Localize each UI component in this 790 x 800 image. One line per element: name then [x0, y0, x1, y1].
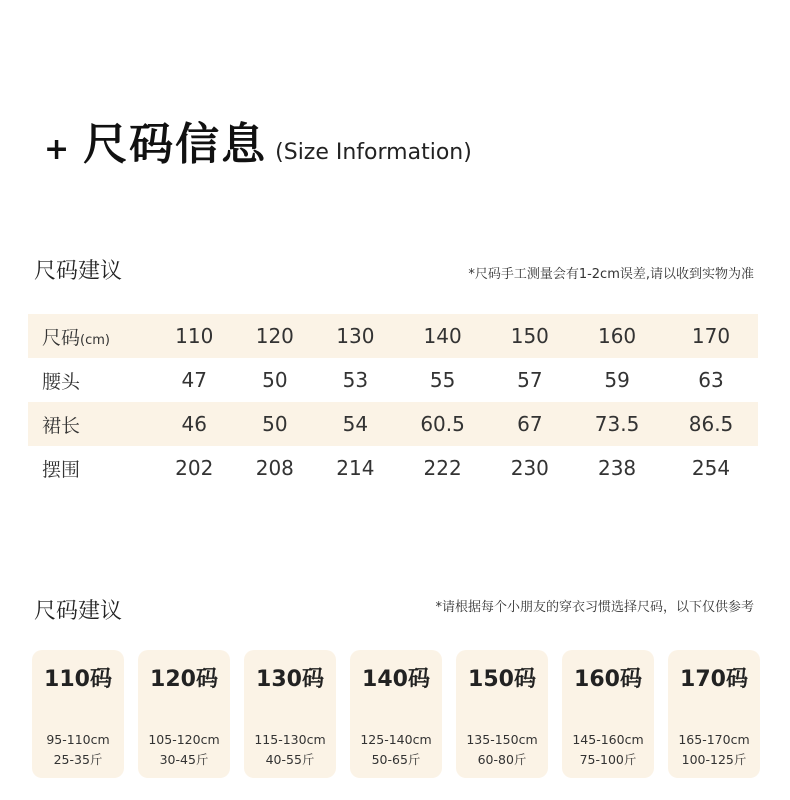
- size-table: [28, 314, 758, 490]
- table-cell: 57: [517, 368, 543, 392]
- table-cell: 53: [342, 368, 369, 392]
- size-card: [668, 650, 760, 778]
- size-card: [138, 650, 230, 778]
- size-cell: 170: [664, 314, 758, 358]
- card-weight: 30-45斤: [159, 752, 209, 767]
- size-cell: 150: [490, 314, 571, 358]
- table-cell: 230: [510, 456, 549, 480]
- table-cell: 46: [154, 402, 235, 446]
- card-title: 140码: [362, 667, 430, 692]
- card-weight: 50-65斤: [371, 752, 421, 767]
- table-cell: 222: [423, 456, 462, 480]
- header-label: 尺码: [42, 326, 81, 349]
- section-title-size-chart: 尺码建议: [34, 259, 123, 284]
- card-weight: 25-35斤: [53, 752, 103, 767]
- row-label: 摆围: [42, 458, 81, 481]
- table-cell: 54: [315, 402, 396, 446]
- table-cell: 50: [235, 402, 316, 446]
- table-cell: 55: [429, 368, 456, 392]
- recommendation-note: *请根据每个小朋友的穿衣习惯选择尺码，以下仅供参考: [435, 600, 754, 615]
- card-weight: 75-100斤: [579, 752, 637, 767]
- card-title: 160码: [574, 667, 642, 692]
- table-cell: 214: [336, 456, 375, 480]
- size-cell: 130: [315, 314, 396, 358]
- size-cell: 120: [235, 314, 316, 358]
- table-row-skirt-length: [28, 402, 758, 446]
- card-title: 150码: [468, 667, 536, 692]
- table-header-row: [28, 314, 758, 358]
- size-cell: 160: [570, 314, 664, 358]
- size-card: [32, 650, 124, 778]
- title-chinese: 尺码信息: [83, 119, 268, 170]
- card-weight: 40-55斤: [265, 752, 315, 767]
- table-cell: 202: [175, 456, 214, 480]
- title-english: (Size Information): [275, 140, 472, 165]
- table-cell: 73.5: [570, 402, 664, 446]
- table-cell: 254: [691, 456, 731, 480]
- card-title: 120码: [150, 667, 218, 692]
- row-label: 腰头: [42, 370, 81, 393]
- card-title: 130码: [256, 667, 324, 692]
- table-cell: 47: [181, 368, 207, 392]
- size-cell: 140: [396, 314, 490, 358]
- size-cell: 110: [154, 314, 235, 358]
- card-weight: 60-80斤: [477, 752, 527, 767]
- size-card: [562, 650, 654, 778]
- card-height: 135-150cm: [466, 732, 538, 747]
- table-cell: 208: [255, 456, 294, 480]
- card-title: 110码: [44, 667, 112, 692]
- plus-icon: +: [44, 132, 70, 167]
- card-height: 105-120cm: [148, 732, 220, 747]
- table-cell: 67: [490, 402, 571, 446]
- header-label-cell: [28, 314, 154, 358]
- card-height: 125-140cm: [360, 732, 432, 747]
- size-card-list: [32, 650, 760, 778]
- card-height: 95-110cm: [46, 732, 110, 747]
- table-row-waist: [28, 358, 758, 402]
- size-card: [350, 650, 442, 778]
- table-row-hem: [28, 446, 758, 490]
- section-title-recommendation: 尺码建议: [34, 599, 123, 624]
- card-title: 170码: [680, 667, 748, 692]
- header-unit: (cm): [80, 332, 110, 348]
- table-cell: 59: [604, 368, 630, 392]
- table-cell: 238: [597, 456, 637, 480]
- size-card: [244, 650, 336, 778]
- measurement-note: *尺码手工测量会有1-2cm误差,请以收到实物为准: [468, 267, 754, 282]
- table-cell: 60.5: [396, 402, 490, 446]
- table-cell: 63: [698, 368, 724, 392]
- table-cell: 50: [262, 368, 288, 392]
- table-cell: 86.5: [664, 402, 758, 446]
- size-card: [456, 650, 548, 778]
- page-title: [44, 108, 472, 172]
- card-height: 145-160cm: [572, 732, 644, 747]
- card-height: 165-170cm: [678, 732, 750, 747]
- row-label: 裙长: [28, 402, 154, 446]
- card-height: 115-130cm: [254, 732, 326, 747]
- card-weight: 100-125斤: [681, 752, 747, 767]
